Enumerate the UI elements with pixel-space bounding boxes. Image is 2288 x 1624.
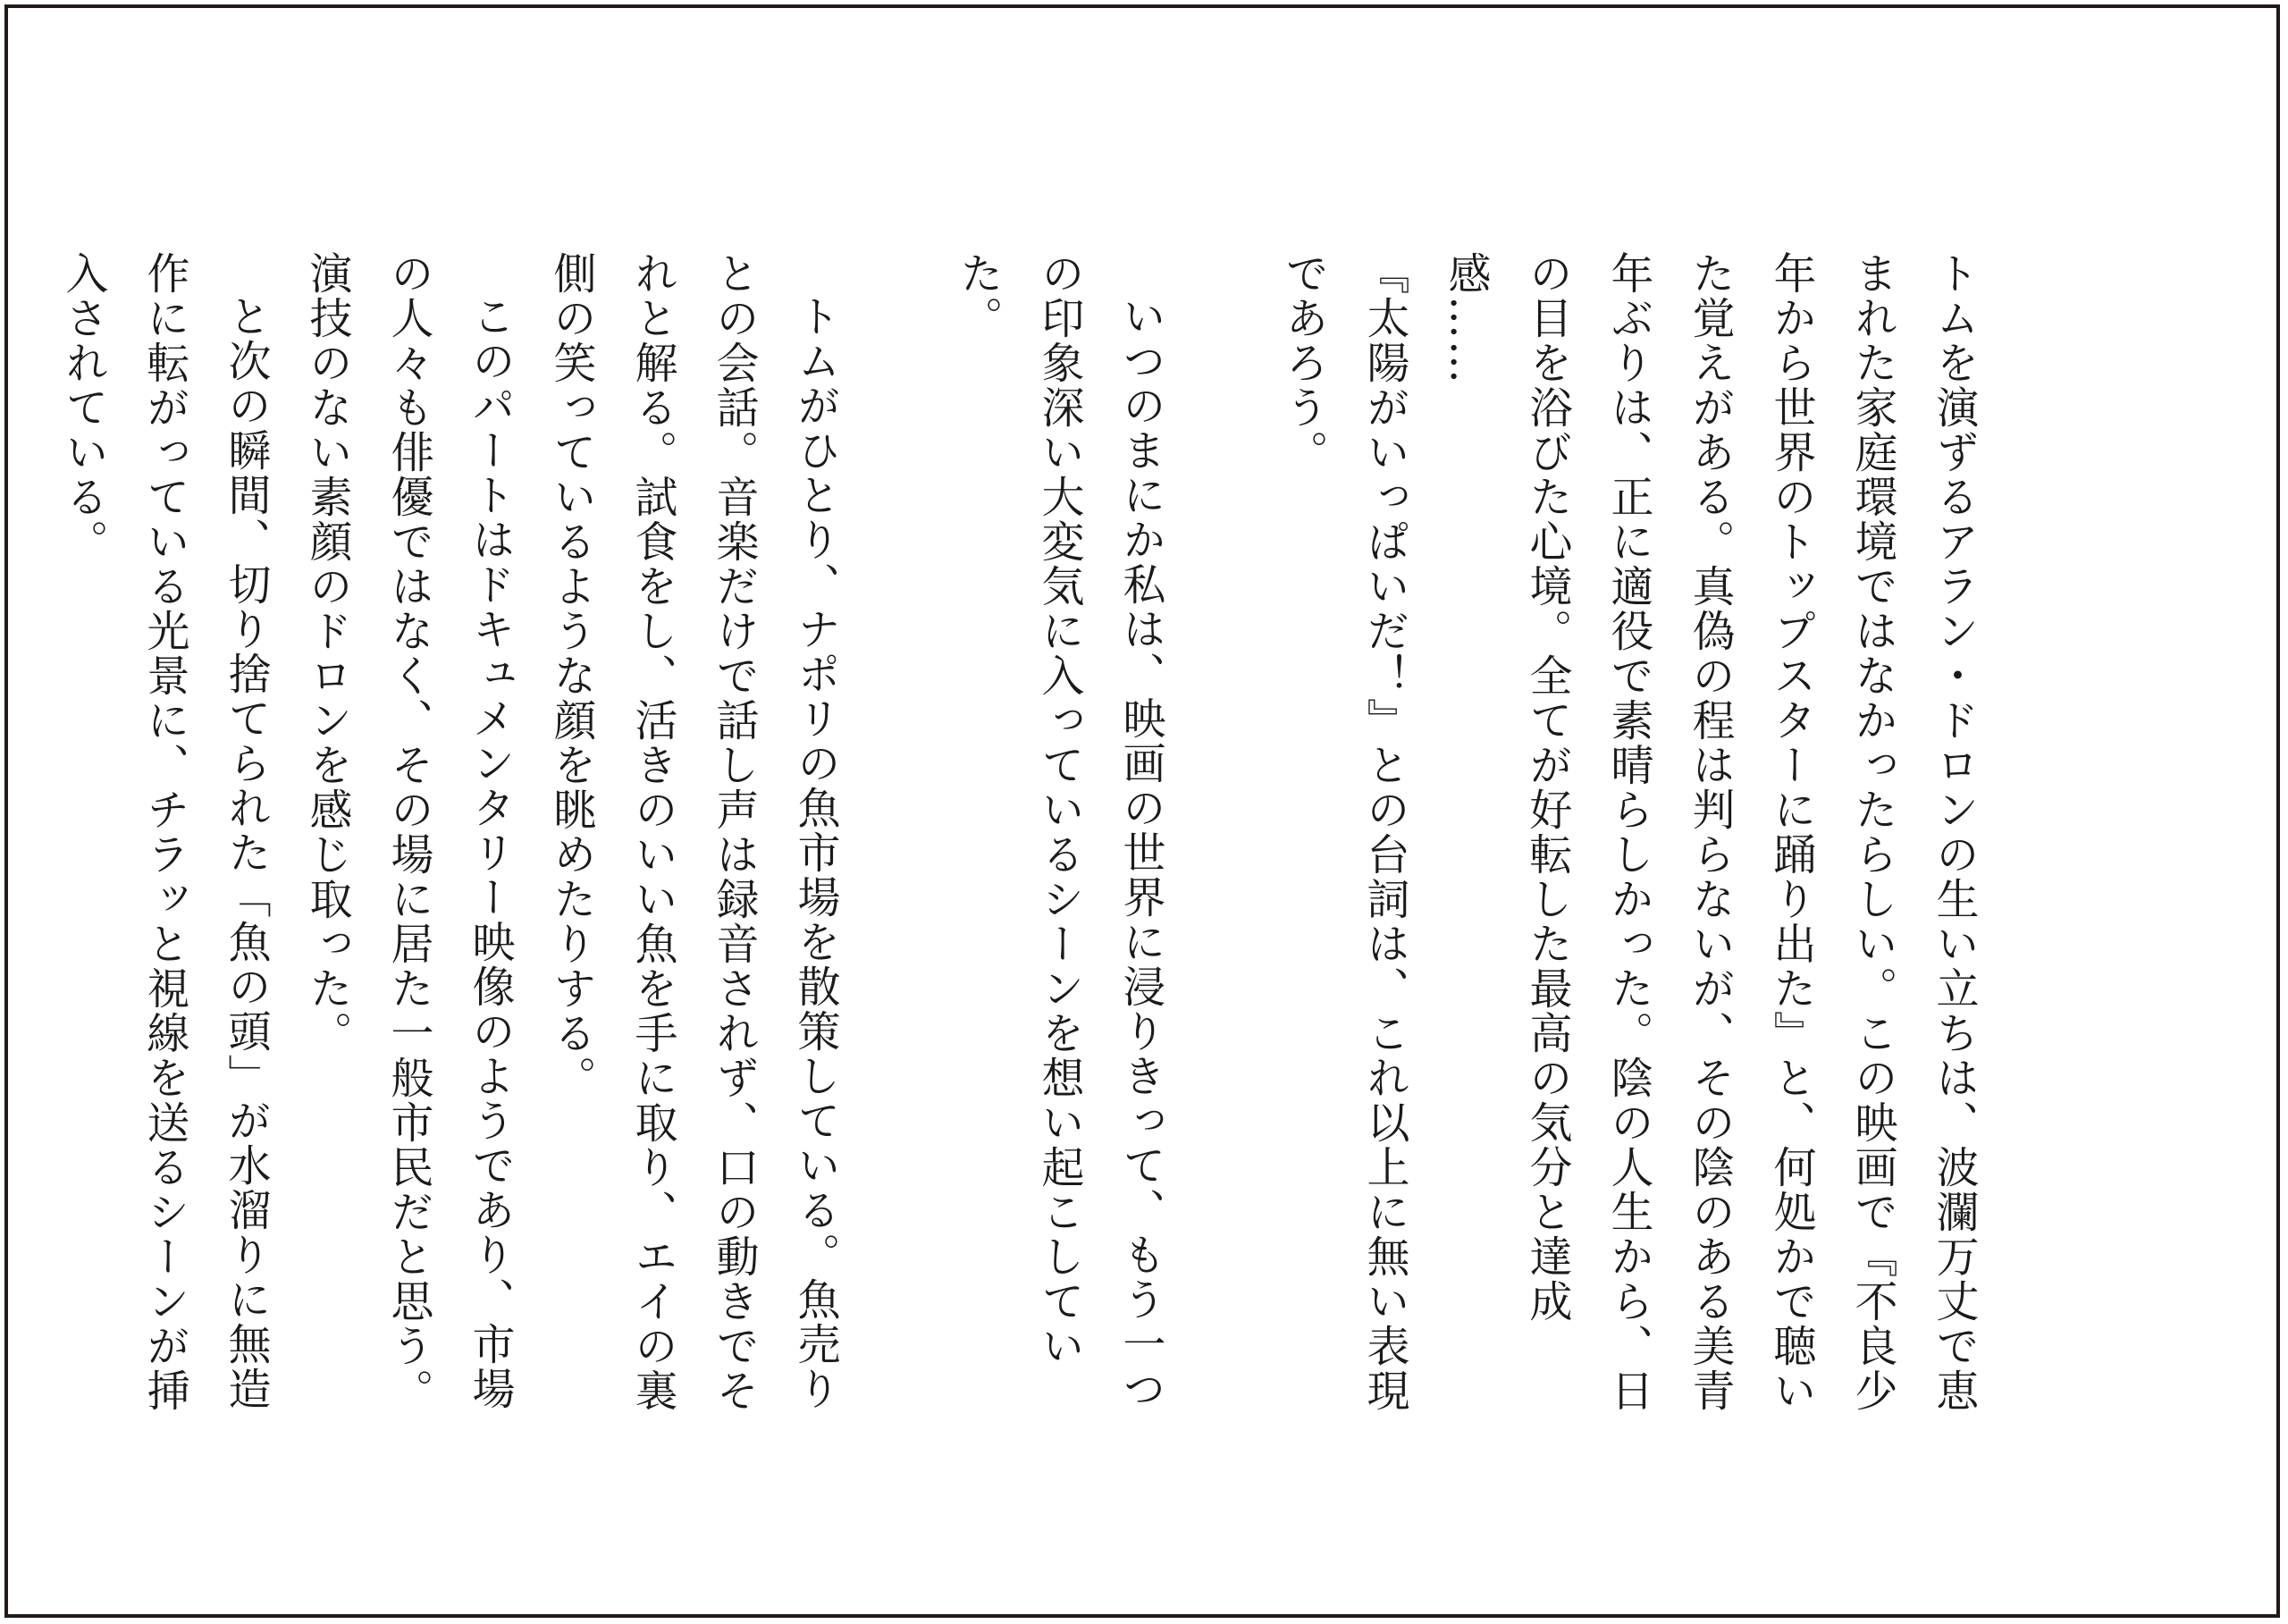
blank-line-divider <box>855 251 937 260</box>
paragraph: このパートはドキュメンタリー映像のようであり、市場の人々も俳優ではなく、その場に居た一般市民だと思う。演技のない素顔のドロンを感じ取った。 <box>302 251 515 1413</box>
paragraph: 『太陽がいっぱいだ！』との台詞は、これ以上に無い表現であろう。 <box>1278 251 1409 1413</box>
paragraph: と次の瞬間、切り捨てられた「魚の頭」が水溜りに無造作に転がっている光景に、チラッと視線を送るシーンが挿入されている。 <box>58 251 271 1413</box>
paragraph: トムを演ずるアラン・ドロンの生い立ちは、波瀾万丈で恵まれた家庭環境ではなかったらしい。この映画で『不良少年から世界のトップスターに踊り出た』と、何処かで聴いた覚えがある。真偽の程は判らないが、その陰のある美青年ぶりは、正に適役で素晴らしかった。陰の人生から、日の目を浴びた心境。全てが好転した最高の気分と達成感…… <box>1441 251 1979 1413</box>
paragraph: いつのまにか私は、映画の世界に浸りきって、もう一つの印象深い大変気に入っているシーンを想い起こしていた。 <box>953 251 1165 1411</box>
paragraph: トムがひとり、ナポリの魚市場を散策している。魚売りとの会話。音楽だけで話し声は録音されず、口の動きでそれと解る。試食をし、活きのいい魚を手に取り、エイの裏側の笑っているような顔を眺めたりする。 <box>546 251 840 1413</box>
page-frame <box>4 4 2280 1618</box>
vertical-text-body <box>42 251 1994 1440</box>
blank-line-divider <box>1181 251 1262 260</box>
